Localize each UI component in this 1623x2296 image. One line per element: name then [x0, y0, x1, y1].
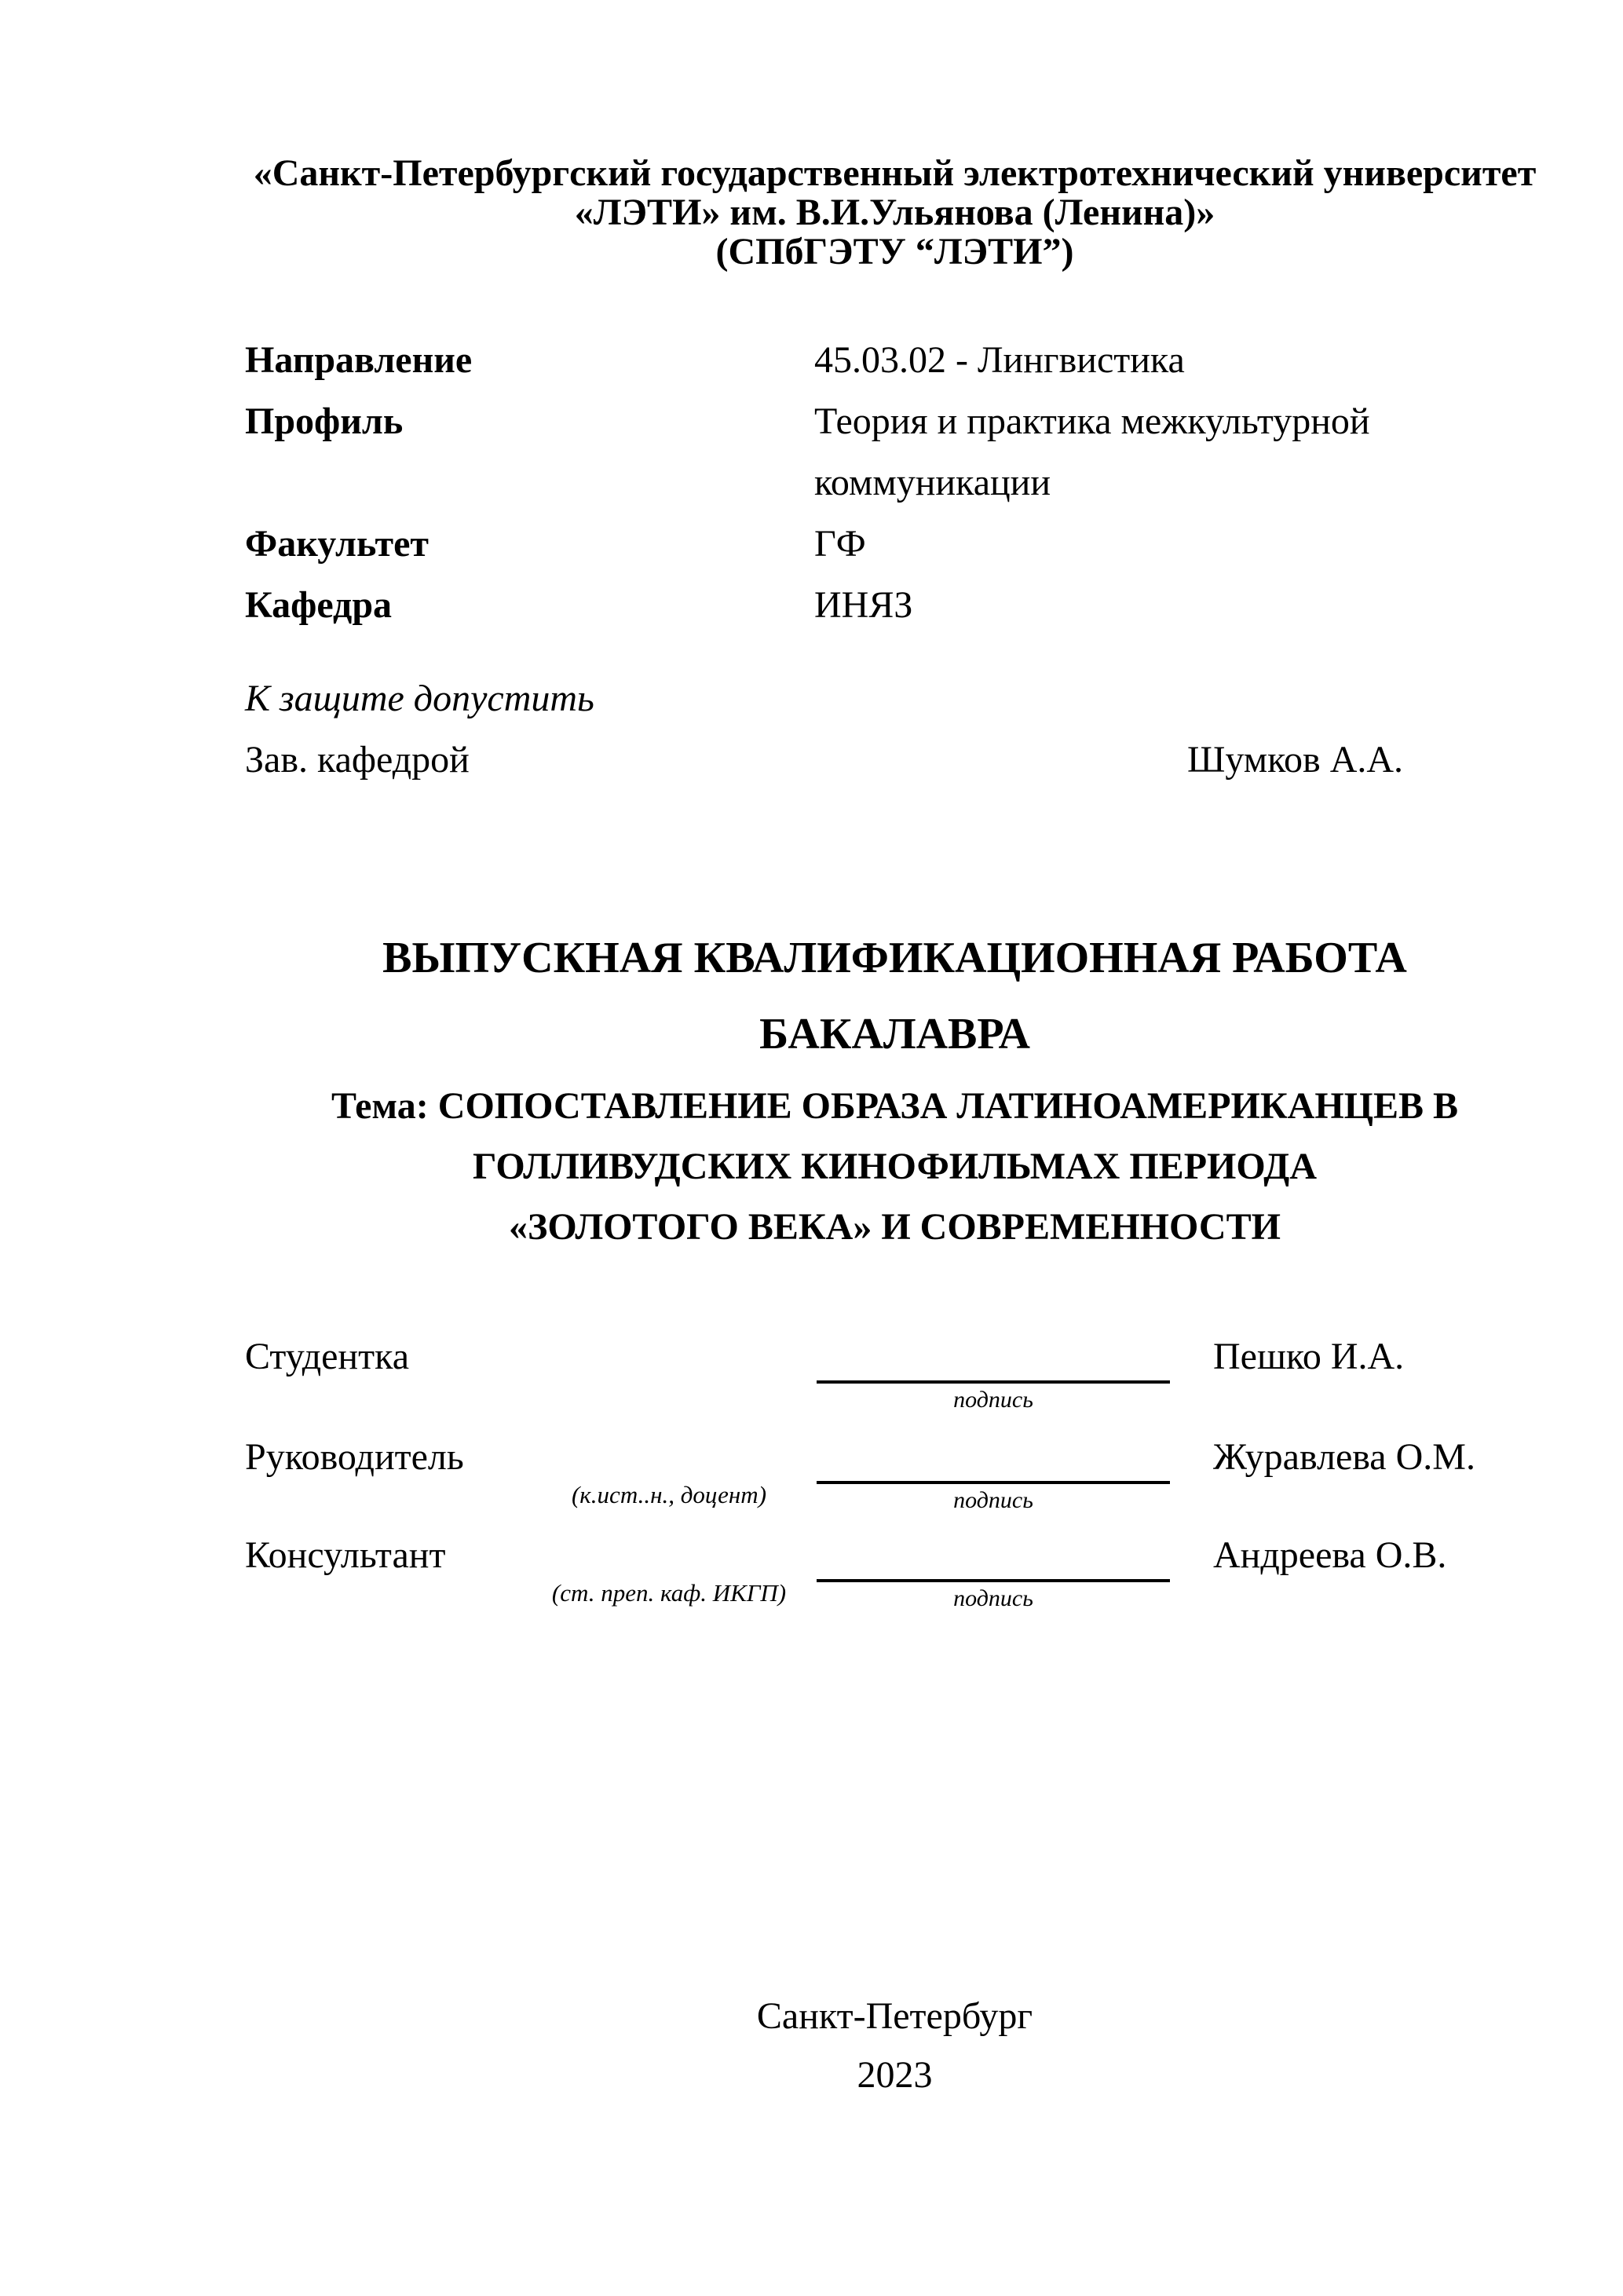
signature-line	[817, 1380, 1170, 1384]
field-label-profile: Профиль	[245, 400, 404, 442]
footer-city: Санкт-Петербург	[756, 1995, 1033, 2037]
field-label-direction: Направление	[245, 339, 473, 381]
field-row-direction	[245, 330, 1544, 391]
thesis-theme	[245, 1076, 1544, 1257]
person-name-supervisor: Журавлева О.М.	[1213, 1436, 1475, 1478]
field-label-faculty: Факультет	[245, 523, 429, 565]
admission-block	[245, 668, 1544, 791]
field-row-department	[245, 575, 1544, 636]
footer-year: 2023	[857, 2054, 933, 2096]
signature-row-student	[245, 1335, 1544, 1437]
role-label-consultant: Консультант	[245, 1534, 446, 1576]
admission-note: К защите допустить	[245, 678, 594, 719]
role-label-supervisor: Руководитель	[245, 1436, 464, 1478]
thesis-title	[245, 920, 1544, 1073]
university-name-line-3: (СПбГЭТУ “ЛЭТИ”)	[715, 231, 1074, 272]
field-value-department: ИНЯЗ	[814, 584, 913, 626]
role-label-student: Студентка	[245, 1336, 409, 1377]
credential-note-consultant: (ст. преп. каф. ИКГП)	[551, 1579, 787, 1607]
signature-caption: подпись	[953, 1387, 1033, 1413]
department-head-label: Зав. кафедрой	[245, 739, 470, 781]
signature-row-consultant	[245, 1534, 1544, 1636]
university-name-line-1: «Санкт-Петербургский государственный электротехнический университет	[253, 152, 1537, 194]
field-value-profile: Теория и практика межкультурной коммуникации	[814, 400, 1370, 503]
thesis-title-line-2: БАКАЛАВРА	[759, 1010, 1030, 1058]
field-row-profile	[245, 391, 1544, 514]
department-head-row	[245, 729, 1544, 791]
field-value-direction: 45.03.02 - Лингвистика	[814, 339, 1185, 381]
thesis-title-line-1: ВЫПУСКНАЯ КВАЛИФИКАЦИОННАЯ РАБОТА	[382, 934, 1407, 982]
thesis-theme-line-3: «ЗОЛОТОГО ВЕКА» И СОВРЕМЕННОСТИ	[509, 1206, 1281, 1248]
signature-row-supervisor	[245, 1435, 1544, 1537]
signature-line	[817, 1579, 1170, 1582]
thesis-theme-line-1: Тема: СОПОСТАВЛЕНИЕ ОБРАЗА ЛАТИНОАМЕРИКАНЦЕВ В	[331, 1085, 1459, 1127]
signature-caption: подпись	[953, 1585, 1033, 1611]
field-row-faculty	[245, 514, 1544, 575]
person-name-consultant: Андреева О.В.	[1213, 1534, 1447, 1576]
field-label-department: Кафедра	[245, 584, 393, 626]
signature-caption: подпись	[953, 1487, 1033, 1513]
person-name-student: Пешко И.А.	[1213, 1336, 1405, 1377]
university-name-line-2: «ЛЭТИ» им. В.И.Ульянова (Ленина)»	[574, 192, 1215, 233]
department-head-name: Шумков А.А.	[1187, 739, 1404, 781]
credential-note-supervisor: (к.ист..н., доцент)	[571, 1481, 767, 1508]
thesis-theme-line-2: ГОЛЛИВУДСКИХ КИНОФИЛЬМАХ ПЕРИОДА	[473, 1146, 1317, 1187]
field-value-faculty: ГФ	[814, 523, 866, 565]
signature-line	[817, 1481, 1170, 1484]
program-fields	[245, 330, 1544, 636]
university-header	[245, 154, 1544, 272]
